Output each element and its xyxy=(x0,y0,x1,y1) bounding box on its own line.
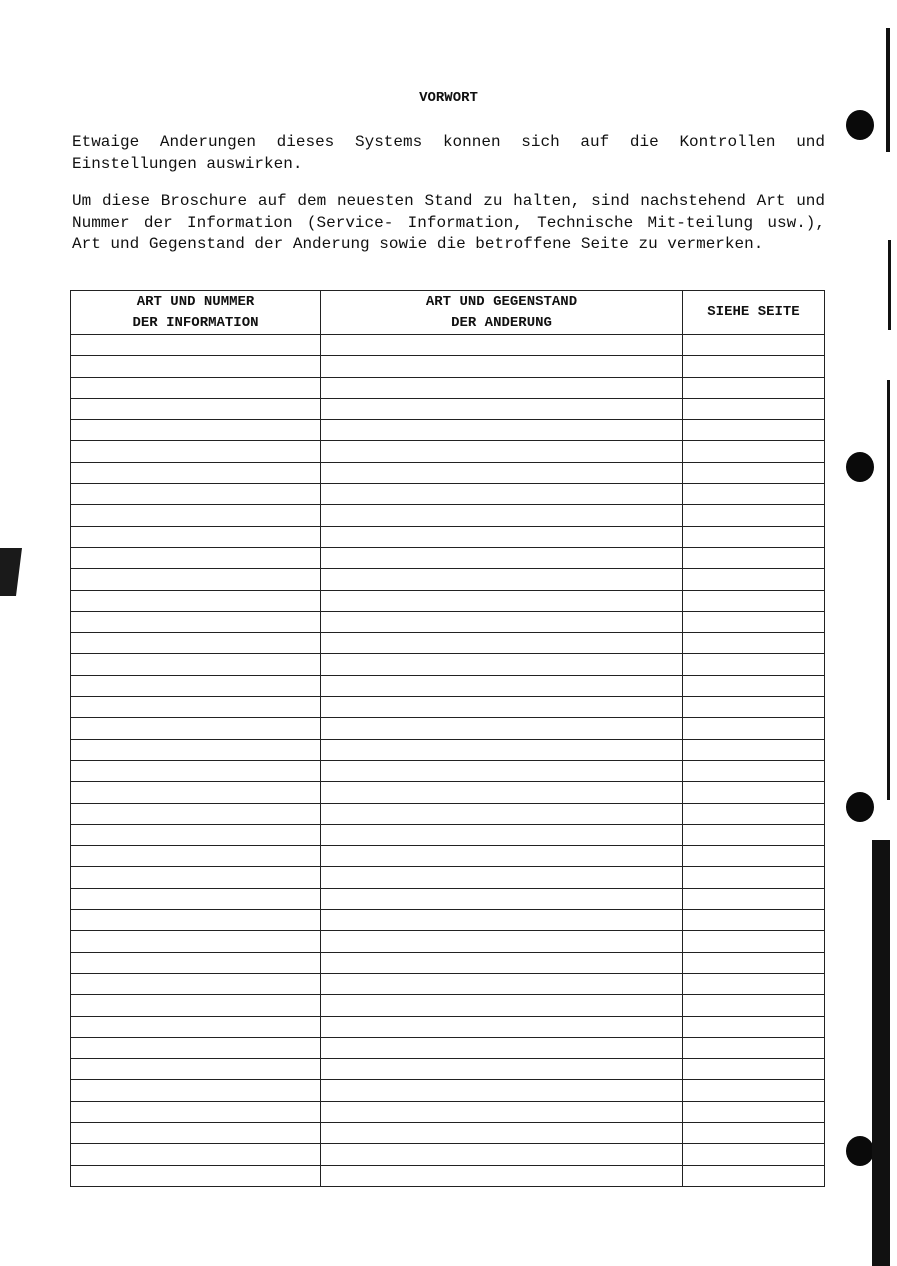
cell-change-subject[interactable] xyxy=(321,697,683,718)
table-row xyxy=(71,335,825,356)
cell-change-subject[interactable] xyxy=(321,505,683,526)
table-row xyxy=(71,1016,825,1037)
cell-info-number[interactable] xyxy=(71,675,321,696)
cell-see-page[interactable] xyxy=(683,633,825,654)
cell-change-subject[interactable] xyxy=(321,824,683,845)
cell-see-page[interactable] xyxy=(683,1016,825,1037)
cell-change-subject[interactable] xyxy=(321,1122,683,1143)
table-row xyxy=(71,654,825,675)
table-row xyxy=(71,633,825,654)
cell-see-page[interactable] xyxy=(683,1037,825,1058)
punch-hole xyxy=(846,792,874,822)
cell-change-subject[interactable] xyxy=(321,952,683,973)
cell-info-number[interactable] xyxy=(71,420,321,441)
table-row xyxy=(71,1165,825,1186)
cell-change-subject[interactable] xyxy=(321,377,683,398)
table-row xyxy=(71,398,825,419)
cell-change-subject[interactable] xyxy=(321,1059,683,1080)
cell-info-number[interactable] xyxy=(71,335,321,356)
cell-info-number[interactable] xyxy=(71,973,321,994)
table-row xyxy=(71,484,825,505)
table-row xyxy=(71,462,825,483)
header-info-number-line2: DER INFORMATION xyxy=(132,314,259,331)
cell-info-number[interactable] xyxy=(71,356,321,377)
table-row xyxy=(71,1122,825,1143)
cell-info-number[interactable] xyxy=(71,611,321,632)
table-row xyxy=(71,1037,825,1058)
cell-info-number[interactable] xyxy=(71,569,321,590)
cell-see-page[interactable] xyxy=(683,420,825,441)
cell-see-page[interactable] xyxy=(683,441,825,462)
cell-change-subject[interactable] xyxy=(321,1101,683,1122)
cell-change-subject[interactable] xyxy=(321,633,683,654)
cell-info-number[interactable] xyxy=(71,1016,321,1037)
cell-see-page[interactable] xyxy=(683,760,825,781)
instruction-paragraph: Um diese Broschure auf dem neuesten Stand zu halten, sind nachstehend Art und Nummer der Information (Service- Information, Technische Mit-teilung usw.), Art und Gegenstand der Anderung sowie die betroffene Seite zu vermerken. xyxy=(72,192,825,253)
cell-see-page[interactable] xyxy=(683,335,825,356)
cell-change-subject[interactable] xyxy=(321,526,683,547)
cell-see-page[interactable] xyxy=(683,569,825,590)
cell-info-number[interactable] xyxy=(71,782,321,803)
cell-info-number[interactable] xyxy=(71,505,321,526)
table-row xyxy=(71,973,825,994)
cell-see-page[interactable] xyxy=(683,1080,825,1101)
table-row xyxy=(71,1080,825,1101)
table-row xyxy=(71,888,825,909)
cell-change-subject[interactable] xyxy=(321,420,683,441)
table-row xyxy=(71,356,825,377)
header-see-page xyxy=(683,291,825,335)
cell-see-page[interactable] xyxy=(683,547,825,568)
cell-info-number[interactable] xyxy=(71,633,321,654)
header-change-subject xyxy=(321,291,683,335)
cell-see-page[interactable] xyxy=(683,526,825,547)
cell-info-number[interactable] xyxy=(71,910,321,931)
cell-see-page[interactable] xyxy=(683,1122,825,1143)
cell-info-number[interactable] xyxy=(71,739,321,760)
table-row xyxy=(71,377,825,398)
cell-info-number[interactable] xyxy=(71,547,321,568)
cell-change-subject[interactable] xyxy=(321,867,683,888)
table-row xyxy=(71,910,825,931)
cell-see-page[interactable] xyxy=(683,846,825,867)
table-row xyxy=(71,952,825,973)
scan-blot xyxy=(0,548,22,596)
binding-edge-mark xyxy=(887,380,890,800)
cell-see-page[interactable] xyxy=(683,718,825,739)
binding-edge-mark xyxy=(888,240,891,330)
cell-see-page[interactable] xyxy=(683,675,825,696)
cell-change-subject[interactable] xyxy=(321,356,683,377)
cell-info-number[interactable] xyxy=(71,1144,321,1165)
cell-info-number[interactable] xyxy=(71,931,321,952)
cell-change-subject[interactable] xyxy=(321,1037,683,1058)
cell-info-number[interactable] xyxy=(71,867,321,888)
cell-change-subject[interactable] xyxy=(321,484,683,505)
table-body xyxy=(71,335,825,1187)
table-row xyxy=(71,590,825,611)
cell-change-subject[interactable] xyxy=(321,654,683,675)
cell-change-subject[interactable] xyxy=(321,462,683,483)
cell-see-page[interactable] xyxy=(683,462,825,483)
binding-edge-mark xyxy=(886,28,890,152)
cell-info-number[interactable] xyxy=(71,1101,321,1122)
cell-see-page[interactable] xyxy=(683,611,825,632)
cell-change-subject[interactable] xyxy=(321,1165,683,1186)
cell-see-page[interactable] xyxy=(683,356,825,377)
table-row xyxy=(71,505,825,526)
revision-log-table xyxy=(70,290,825,1187)
cell-info-number[interactable] xyxy=(71,398,321,419)
cell-see-page[interactable] xyxy=(683,995,825,1016)
table-row xyxy=(71,739,825,760)
cell-see-page[interactable] xyxy=(683,697,825,718)
cell-info-number[interactable] xyxy=(71,484,321,505)
cell-see-page[interactable] xyxy=(683,484,825,505)
punch-hole xyxy=(846,110,874,140)
cell-info-number[interactable] xyxy=(71,995,321,1016)
cell-change-subject[interactable] xyxy=(321,569,683,590)
table-row xyxy=(71,995,825,1016)
cell-info-number[interactable] xyxy=(71,590,321,611)
header-see-page-line1: SIEHE SEITE xyxy=(707,304,800,320)
cell-see-page[interactable] xyxy=(683,505,825,526)
cell-info-number[interactable] xyxy=(71,824,321,845)
table-row xyxy=(71,931,825,952)
cell-see-page[interactable] xyxy=(683,782,825,803)
cell-see-page[interactable] xyxy=(683,973,825,994)
punch-hole xyxy=(846,1136,874,1166)
table-row xyxy=(71,846,825,867)
table-row xyxy=(71,526,825,547)
cell-see-page[interactable] xyxy=(683,1144,825,1165)
header-change-subject-line1: ART UND GEGENSTAND xyxy=(425,293,578,310)
cell-change-subject[interactable] xyxy=(321,760,683,781)
table-row xyxy=(71,803,825,824)
cell-see-page[interactable] xyxy=(683,739,825,760)
intro-paragraph: Etwaige Anderungen dieses Systems konnen sich auf die Kontrollen und Einstellungen auswirken. xyxy=(72,133,825,173)
cell-info-number[interactable] xyxy=(71,846,321,867)
table-row xyxy=(71,569,825,590)
table-row xyxy=(71,1059,825,1080)
cell-see-page[interactable] xyxy=(683,931,825,952)
cell-see-page[interactable] xyxy=(683,377,825,398)
table-row xyxy=(71,675,825,696)
table-row xyxy=(71,867,825,888)
cell-info-number[interactable] xyxy=(71,697,321,718)
cell-see-page[interactable] xyxy=(683,824,825,845)
punch-hole xyxy=(846,452,874,482)
cell-change-subject[interactable] xyxy=(321,910,683,931)
table-row xyxy=(71,420,825,441)
table-row xyxy=(71,1101,825,1122)
table-row xyxy=(71,782,825,803)
cell-see-page[interactable] xyxy=(683,867,825,888)
table-row xyxy=(71,697,825,718)
table-row xyxy=(71,760,825,781)
cell-change-subject[interactable] xyxy=(321,739,683,760)
header-change-subject-line2: DER ANDERUNG xyxy=(451,314,552,331)
cell-change-subject[interactable] xyxy=(321,590,683,611)
table-row xyxy=(71,611,825,632)
cell-see-page[interactable] xyxy=(683,803,825,824)
cell-see-page[interactable] xyxy=(683,1165,825,1186)
cell-see-page[interactable] xyxy=(683,654,825,675)
cell-change-subject[interactable] xyxy=(321,931,683,952)
cell-info-number[interactable] xyxy=(71,377,321,398)
cell-info-number[interactable] xyxy=(71,760,321,781)
cell-change-subject[interactable] xyxy=(321,335,683,356)
cell-change-subject[interactable] xyxy=(321,547,683,568)
cell-info-number[interactable] xyxy=(71,803,321,824)
header-info-number-line1: ART UND NUMMER xyxy=(136,293,255,310)
cell-change-subject[interactable] xyxy=(321,846,683,867)
cell-change-subject[interactable] xyxy=(321,782,683,803)
table-row xyxy=(71,824,825,845)
cell-change-subject[interactable] xyxy=(321,1080,683,1101)
cell-change-subject[interactable] xyxy=(321,398,683,419)
page-title: VORWORT xyxy=(419,90,478,106)
cell-info-number[interactable] xyxy=(71,952,321,973)
cell-change-subject[interactable] xyxy=(321,803,683,824)
cell-see-page[interactable] xyxy=(683,1059,825,1080)
cell-info-number[interactable] xyxy=(71,888,321,909)
table-row xyxy=(71,547,825,568)
cell-change-subject[interactable] xyxy=(321,888,683,909)
cell-change-subject[interactable] xyxy=(321,973,683,994)
cell-change-subject[interactable] xyxy=(321,675,683,696)
cell-change-subject[interactable] xyxy=(321,1016,683,1037)
table-row xyxy=(71,441,825,462)
table-row xyxy=(71,1144,825,1165)
cell-change-subject[interactable] xyxy=(321,611,683,632)
cell-info-number[interactable] xyxy=(71,1122,321,1143)
cell-see-page[interactable] xyxy=(683,1101,825,1122)
table-header-row xyxy=(71,291,825,335)
cell-see-page[interactable] xyxy=(683,590,825,611)
cell-see-page[interactable] xyxy=(683,398,825,419)
cell-change-subject[interactable] xyxy=(321,995,683,1016)
cell-info-number[interactable] xyxy=(71,441,321,462)
table-row xyxy=(71,718,825,739)
cell-info-number[interactable] xyxy=(71,526,321,547)
cell-info-number[interactable] xyxy=(71,1037,321,1058)
cell-see-page[interactable] xyxy=(683,888,825,909)
cell-change-subject[interactable] xyxy=(321,1144,683,1165)
cell-info-number[interactable] xyxy=(71,654,321,675)
cell-info-number[interactable] xyxy=(71,462,321,483)
cell-change-subject[interactable] xyxy=(321,441,683,462)
cell-see-page[interactable] xyxy=(683,952,825,973)
cell-info-number[interactable] xyxy=(71,1080,321,1101)
cell-see-page[interactable] xyxy=(683,910,825,931)
binding-edge-shadow xyxy=(872,840,890,1266)
cell-info-number[interactable] xyxy=(71,1165,321,1186)
cell-change-subject[interactable] xyxy=(321,718,683,739)
header-info-number xyxy=(71,291,321,335)
cell-info-number[interactable] xyxy=(71,1059,321,1080)
cell-info-number[interactable] xyxy=(71,718,321,739)
